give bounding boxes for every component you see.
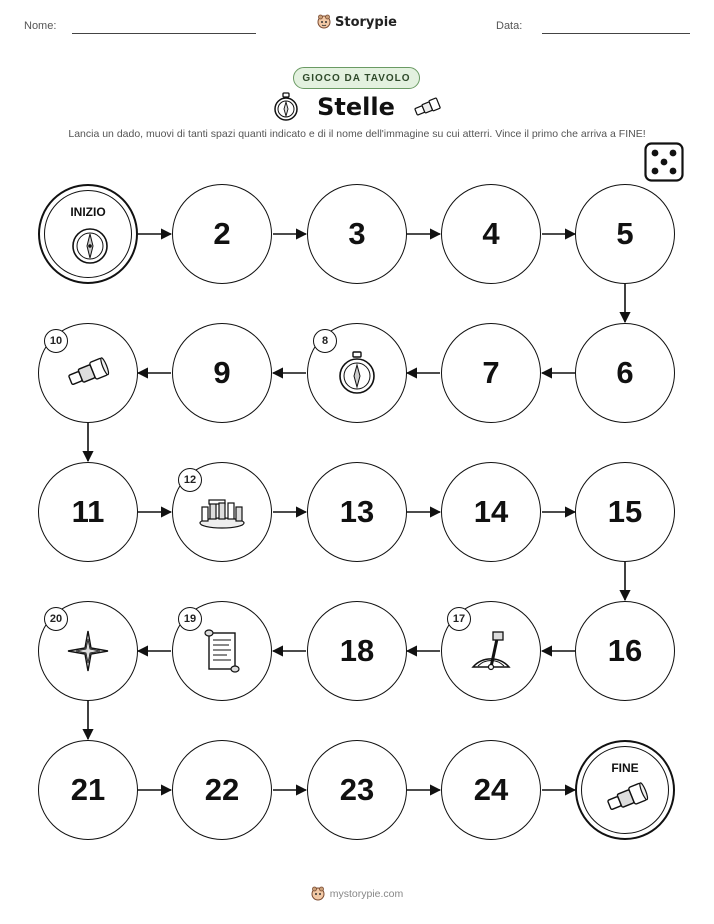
stopwatch-compass-icon (337, 351, 377, 395)
space-number: 9 (213, 355, 231, 390)
telescope-icon (605, 782, 649, 819)
board-space-12 (172, 462, 272, 562)
board-space-11 (38, 462, 138, 562)
brand-name: Storypie (335, 14, 397, 30)
board-space-8 (307, 323, 407, 423)
space-number: 16 (607, 633, 643, 668)
space-number: 4 (482, 216, 500, 251)
space-number: 13 (339, 494, 375, 529)
board-space-14 (441, 462, 541, 562)
board-space-23 (307, 740, 407, 840)
board-space-21 (38, 740, 138, 840)
sextant-icon (467, 629, 515, 673)
board-space-25 (575, 740, 675, 840)
space-number: 21 (70, 772, 106, 807)
board-space-17 (441, 601, 541, 701)
board-space-22 (172, 740, 272, 840)
space-number: 11 (71, 494, 105, 529)
space-number: 3 (348, 216, 366, 251)
space-number: 24 (473, 772, 509, 807)
board-space-19 (172, 601, 272, 701)
space-number: 2 (213, 216, 231, 251)
board-space-16 (575, 601, 675, 701)
board-space-9 (172, 323, 272, 423)
space-number-badge: 19 (178, 607, 202, 631)
finish-label: FINE (611, 761, 639, 775)
board-space-10 (38, 323, 138, 423)
space-number: 15 (607, 494, 643, 529)
instructions: Lancia un dado, muovi di tanti spazi quanti indicato e di il nome dell'immagine su cui atterri. Vince il primo che arriva a FINE! (68, 128, 646, 140)
page-title: Stelle (317, 93, 395, 121)
board-space-6 (575, 323, 675, 423)
space-number-badge: 10 (44, 329, 68, 353)
board-space-13 (307, 462, 407, 562)
board-space-20 (38, 601, 138, 701)
footer (0, 886, 714, 902)
name-label: Nome: (24, 20, 57, 32)
board-space-1 (38, 184, 138, 284)
space-number-badge: 8 (313, 329, 337, 353)
board-space-4 (441, 184, 541, 284)
space-number-badge: 12 (178, 468, 202, 492)
game-type-badge: GIOCO DA TAVOLO (293, 67, 420, 89)
board-space-2 (172, 184, 272, 284)
space-number-badge: 20 (44, 607, 68, 631)
compass-icon (70, 226, 110, 271)
start-label: INIZIO (70, 205, 106, 219)
board-space-24 (441, 740, 541, 840)
board-space-3 (307, 184, 407, 284)
board-space-7 (441, 323, 541, 423)
space-number: 6 (616, 355, 634, 390)
date-label: Data: (496, 20, 523, 32)
space-number: 22 (204, 772, 240, 807)
scroll-map-icon (201, 628, 243, 674)
stonehenge-icon (198, 495, 246, 529)
board-space-18 (307, 601, 407, 701)
footer-url: mystorypie.com (329, 888, 404, 900)
board-space-15 (575, 462, 675, 562)
telescope-icon (66, 357, 110, 389)
space-number: 23 (339, 772, 375, 807)
space-number: 7 (482, 355, 500, 390)
board-space-5 (575, 184, 675, 284)
storypie-mascot-icon (311, 886, 325, 902)
space-number: 5 (616, 216, 634, 251)
space-number-badge: 17 (447, 607, 471, 631)
space-number: 14 (473, 494, 509, 529)
space-number: 18 (339, 633, 375, 668)
star-icon (66, 629, 110, 673)
